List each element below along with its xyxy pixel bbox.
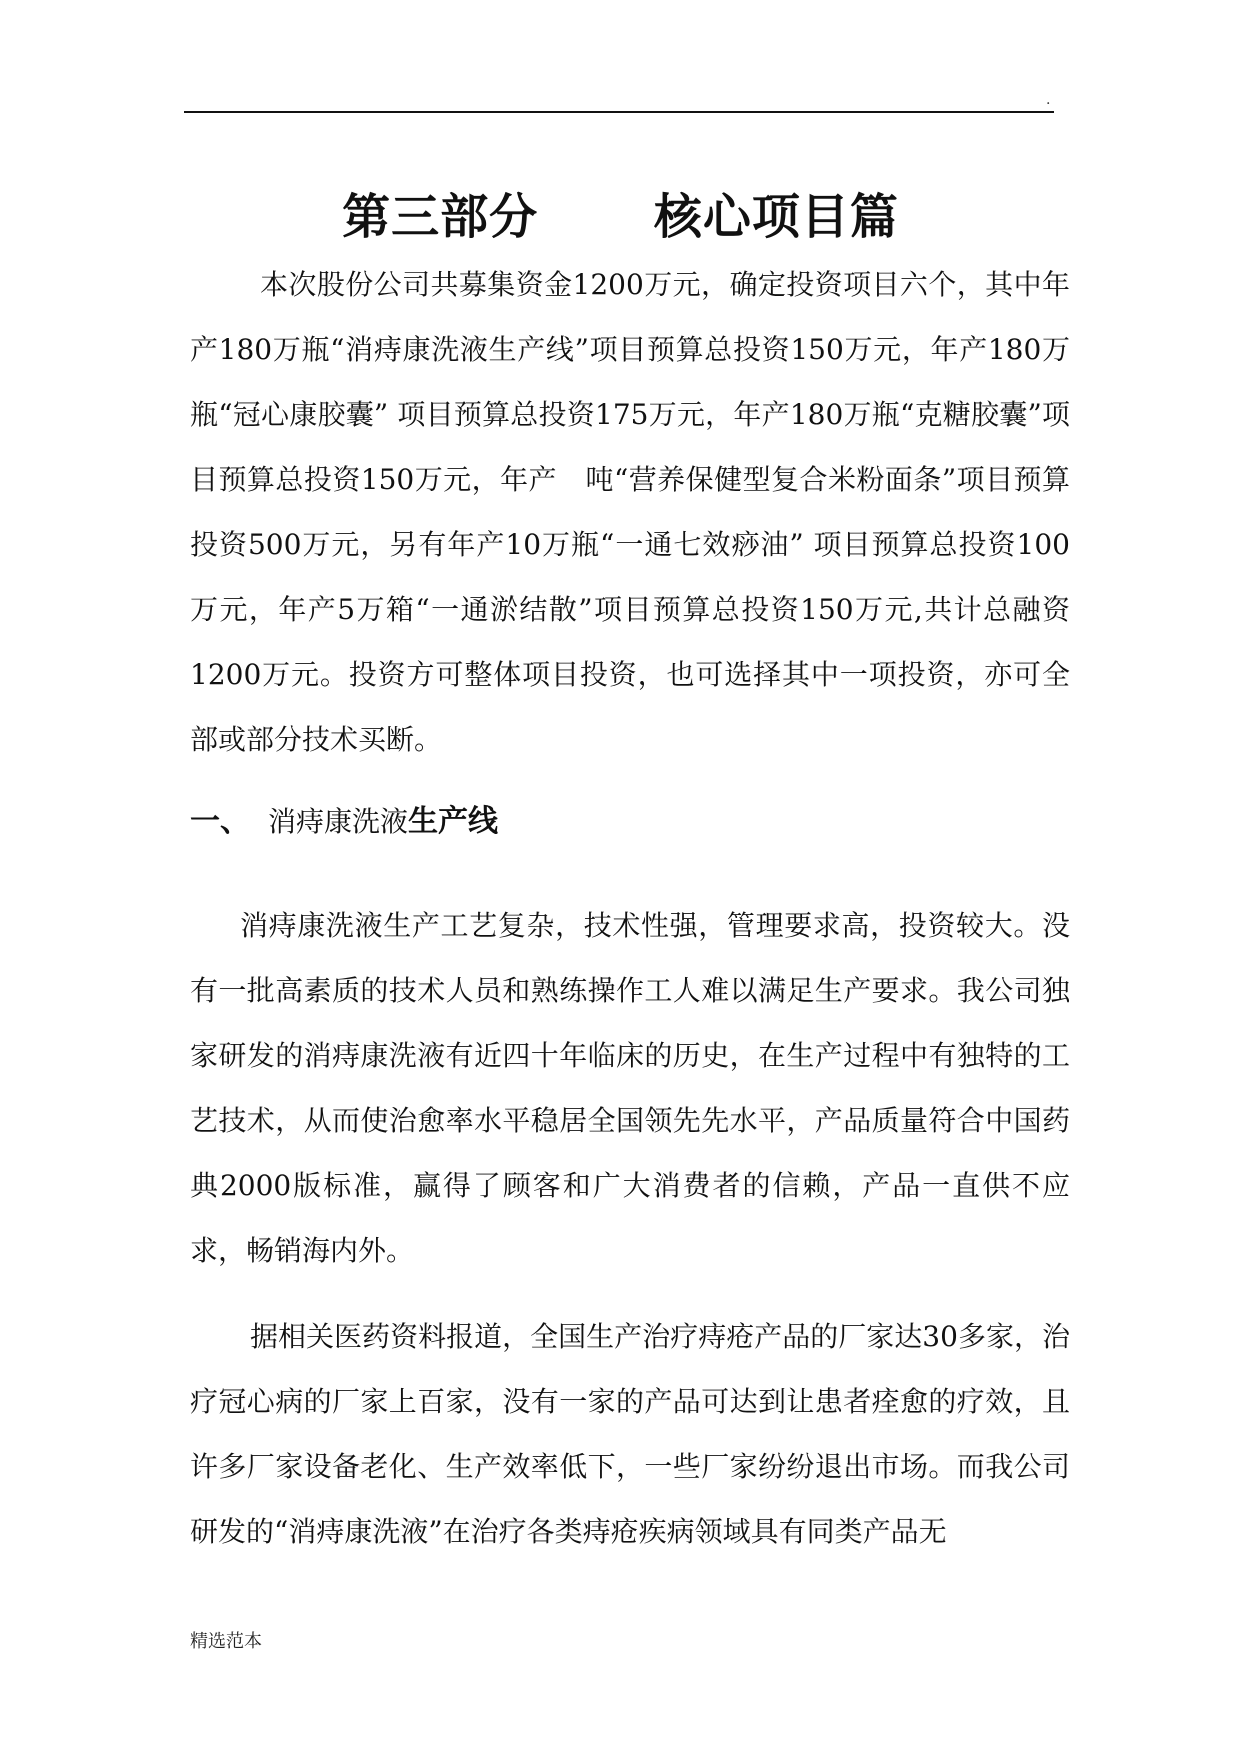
header-mark: . (1046, 92, 1051, 108)
section-paragraph-1: 消痔康洗液生产工艺复杂，技术性强，管理要求高，投资较大。没有一批高素质的技术人员和熟练操作工人难以满足生产要求。我公司独家研发的消痔康洗液有近四十年临床的历史，在生产过程中有独特的工艺技术，从而使治愈率水平稳居全国领先先水平，产品质量符合中国药典2000版标准，赢得了顾客和广大消费者的信赖，产品一直供不应求，畅销海内外。 (190, 909, 1070, 1267)
footer-text: 精选范本 (190, 1631, 262, 1652)
section-name-plain: 消痔康洗液 (268, 805, 409, 838)
section-heading (190, 800, 498, 844)
section-paragraph-2: 据相关医药资料报道，全国生产治疗痔疮产品的厂家达30多家，治疗冠心病的厂家上百家，没有一家的产品可达到让患者痊愈的疗效，且许多厂家设备老化、生产效率低下，一些厂家纷纷退出市场。而我公司研发的“消痔康洗液”在治疗各类痔疮疾病领域具有同类产品无 (190, 1320, 1070, 1548)
section-number: 一、 (190, 804, 250, 839)
intro-paragraph: 本次股份公司共募集资金1200万元，确定投资项目六个，其中年产180万瓶“消痔康洗液生产线”项目预算总投资150万元，年产180万瓶“冠心康胶囊” 项目预算总投资175万元，年产180万瓶“克糖胶囊”项目预算总投资150万元，年产 吨“营养保健型复合米粉面条”项目预算投资500万元，另有年产10万瓶“一通七效痧油” 项目预算总投资100万元，年产5万箱“一通淤结散”项目预算总投资150万元,共计总融资1200万元。投资方可整体项目投资，也可选择其中一项投资，亦可全部或部分技术买断。 (190, 268, 1070, 756)
section-name-bold: 生产线 (408, 804, 499, 839)
header-rule (184, 111, 1054, 113)
page-title: 第三部分 核心项目篇 (342, 189, 899, 246)
